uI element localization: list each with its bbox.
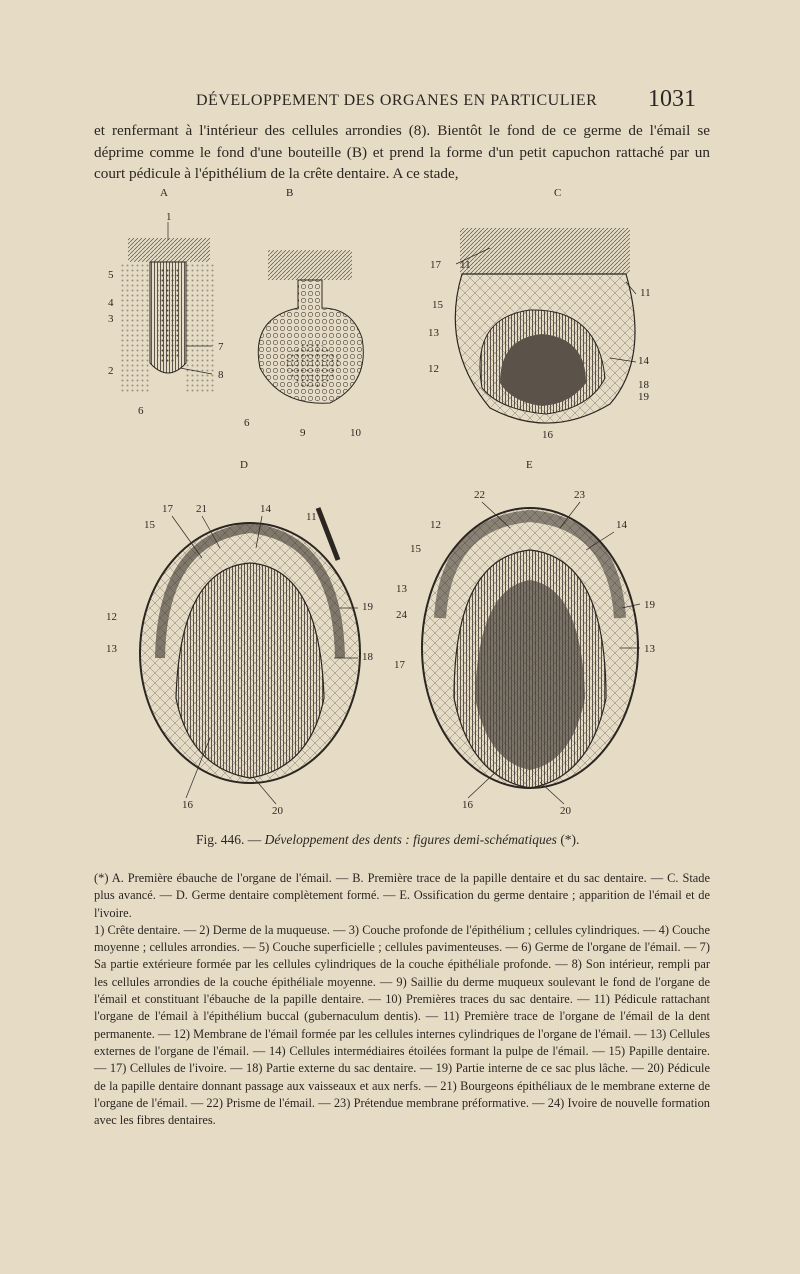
label-e-20: 20 (560, 805, 571, 817)
panel-a-derm-left (120, 262, 150, 392)
label-a-7: 7 (218, 341, 224, 353)
panel-e (394, 459, 656, 817)
label-e-14: 14 (616, 519, 627, 531)
label-d-19: 19 (362, 601, 373, 613)
label-e-24: 24 (396, 609, 407, 621)
label-e-13b: 13 (644, 643, 655, 655)
figure-caption (196, 832, 716, 848)
label-e-15: 15 (410, 543, 421, 555)
running-title: DÉVELOPPEMENT DES ORGANES EN PARTICULIER (196, 92, 598, 109)
label-e-12: 12 (430, 519, 441, 531)
caption-title: Développement des dents : figures demi-schématiques (264, 832, 557, 847)
label-d-14: 14 (260, 503, 271, 515)
label-c-18: 18 (638, 379, 649, 391)
label-c-19: 19 (638, 391, 649, 403)
label-d-17: 17 (162, 503, 173, 515)
label-e-17: 17 (394, 659, 405, 671)
tooth-development-figure (90, 178, 710, 818)
label-e-19: 19 (644, 599, 655, 611)
label-d-21: 21 (196, 503, 207, 515)
label-a-4: 4 (108, 297, 114, 309)
panel-d-pedicle (318, 508, 338, 560)
panel-c-epithelium (460, 228, 630, 274)
label-b-9: 9 (300, 427, 306, 439)
panel-b (244, 187, 363, 439)
page-number: 1031 (648, 86, 696, 112)
label-e-22: 22 (474, 489, 485, 501)
figure-legend (94, 870, 710, 1129)
label-b-6: 6 (244, 417, 250, 429)
label-d-15: 15 (144, 519, 155, 531)
label-a-8: 8 (218, 369, 224, 381)
label-c-16: 16 (542, 429, 553, 441)
caption-prefix: Fig. 446. — (196, 832, 262, 847)
label-c-11b: 11 (640, 287, 651, 299)
panel-d (106, 459, 374, 817)
label-e-16: 16 (462, 799, 473, 811)
panel-a-germ-core (158, 268, 178, 364)
label-a-2: 2 (108, 365, 114, 377)
label-a-6: 6 (138, 405, 144, 417)
label-e-23: 23 (574, 489, 585, 501)
label-c-17: 17 (430, 259, 441, 271)
label-d-11: 11 (306, 511, 317, 523)
label-d-20: 20 (272, 805, 283, 817)
label-c-12: 12 (428, 363, 439, 375)
label-d-16: 16 (182, 799, 193, 811)
panel-b-letter: B (286, 187, 294, 199)
panel-b-epithelium (268, 250, 352, 280)
label-c-14: 14 (638, 355, 649, 367)
label-a-3: 3 (108, 313, 114, 325)
panel-e-letter: E (526, 459, 533, 471)
caption-suffix: (*). (560, 832, 580, 847)
panel-d-letter: D (240, 459, 248, 471)
label-d-13: 13 (106, 643, 117, 655)
label-a-5: 5 (108, 269, 114, 281)
label-d-18: 18 (362, 651, 373, 663)
legend-paragraph-2: 1) Crête dentaire. — 2) Derme de la muqueuse. — 3) Couche profonde de l'épithélium ; cellules cylindriques. — 4) Couche moyenne ; cellules arrondies. — 5) Couche superficielle ; cellules pavimenteuses. — 6) Germe de l'organe de l'émail. — 7) Sa partie extérieure formée par les cellules cylindriques de la couche épithéliale profonde. — 8) Son intérieur, rempli par les cellules arrondies de la couche épithéliale moyenne. — 9) Saillie du derme muqueux soulevant le fond de l'organe de l'émail et constituant l'ébauche de la papille dentaire. — 10) Premières traces du sac dentaire. — 11) Pédicule rattachant l'organe de l'émail à l'épithélium buccal (gubernaculum dentis). — 11) Première trace de l'organe de l'émail de la dent permanente. — 12) Membrane de l'émail formée par les cellules internes cylindriques de l'organe de l'émail. — 13) Cellules externes de l'organe de l'émail. — 14) Cellules intermédiaires étoilées formant la pulpe de l'émail. — 15) Papille dentaire. — 17) Cellules de l'ivoire. — 18) Partie externe du sac dentaire. — 19) Partie interne de ce sac plus lâche. — 20) Pédicule de la papille dentaire donnant passage aux vaisseaux et aux nerfs. — 21) Bourgeons épithéliaux de le membrane externe de l'organe de l'émail. — 22) Prisme de l'émail. — 23) Prétendue membrane préformative. — 24) Ivoire de nouvelle formation avec les fibres dentaires. (94, 922, 710, 1128)
label-c-11: 11 (460, 259, 471, 271)
panel-c (428, 187, 651, 441)
intro-paragraph (94, 120, 710, 185)
label-c-15: 15 (432, 299, 443, 311)
label-d-12: 12 (106, 611, 117, 623)
label-e-13: 13 (396, 583, 407, 595)
panel-a-derm-right (186, 262, 216, 392)
panel-c-letter: C (554, 187, 562, 199)
panel-d-papilla (176, 563, 324, 778)
legend-paragraph-1: (*) A. Première ébauche de l'organe de l'émail. — B. Première trace de la papille dentaire et du sac dentaire. — C. Stade plus avancé. — D. Germe dentaire complètement formé. — E. Ossification du germe dentaire ; apparition de l'émail et de l'ivoire. (94, 871, 710, 920)
panel-a (108, 187, 224, 417)
panel-a-epithelium (128, 238, 210, 262)
label-c-13: 13 (428, 327, 439, 339)
label-b-10: 10 (350, 427, 361, 439)
panel-a-letter: A (160, 187, 168, 199)
label-a-1: 1 (166, 211, 172, 223)
intro-text: et renfermant à l'intérieur des cellules arrondies (8). Bientôt le fond de ce germe de l'émail se déprime comme le fond d'une bouteille (B) et prend la forme d'un petit capuchon rattaché par un court pédicule à l'épithélium de la crête dentaire. A ce stade, (94, 122, 710, 182)
